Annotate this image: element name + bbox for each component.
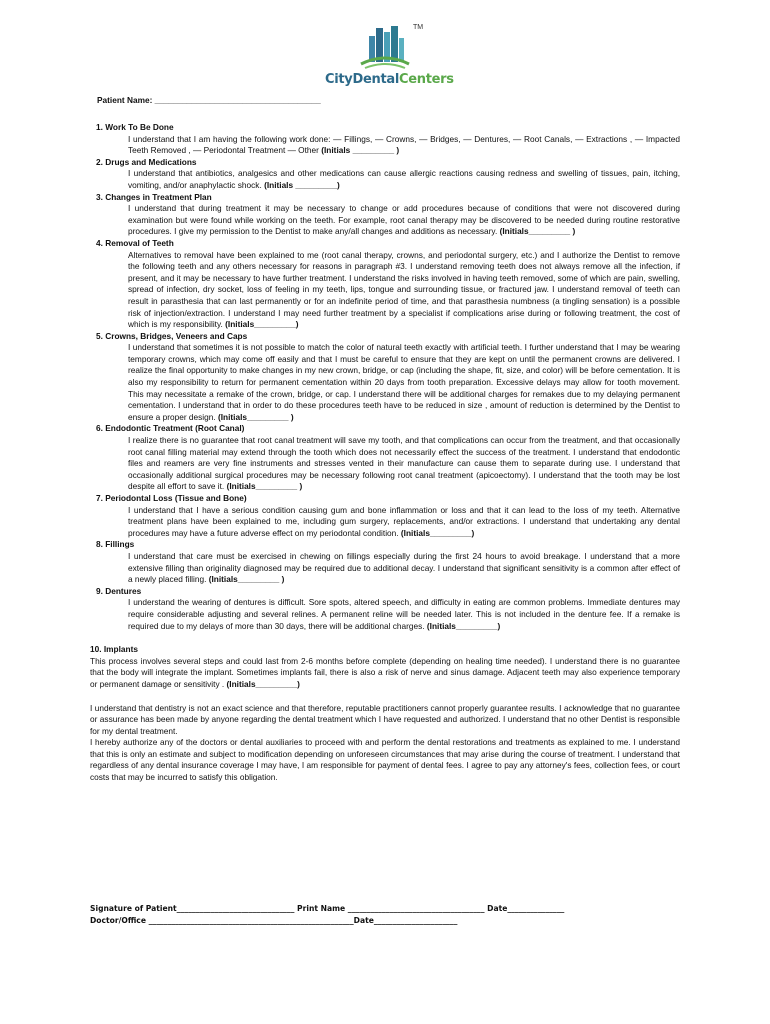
initials-field: (Initials_________)	[426, 620, 501, 631]
initials-field: (Initials_________ )	[208, 574, 285, 585]
section-title: 7. Periodontal Loss (Tissue and Bone)	[96, 493, 247, 503]
section-title: 6. Endodontic Treatment (Root Canal)	[96, 423, 245, 434]
city-skyline-tooth-icon	[355, 22, 415, 72]
section-body: I understand that during treatment it may be necessary to change or add procedures because of conditions that were not discovered during examination but were found while working on the teeth. For example, root canal therapy may be discovered to be needed during routine restorative procedures. I give my permission to the Dentist to make any/all changes and additions as necessary. (Initials_________ )	[128, 203, 680, 237]
initials-field: (Initials_________)	[400, 527, 475, 538]
section-title: 4. Removal of Teeth	[96, 237, 174, 248]
doctor-line: Doctor/Office ______________________________________________________Date______________________	[90, 916, 458, 925]
patient-name-field: Patient Name: ____________________________________	[97, 95, 321, 105]
signature-block	[90, 903, 690, 927]
section-body: I understand that I have a serious condition causing gum and bone inflammation or loss and that it can lead to the loss of my teeth. Alternative treatment plans have been explained to me, including gum surgery, replacements, and/or extractions. I understand that undertaking any dental procedures may have a future adverse effect on my periodontal condition. (Initials_________)	[128, 504, 680, 538]
logo-wordmark: CityDentalCenters	[325, 72, 454, 87]
trademark: TM	[413, 24, 424, 31]
section-body: I understand that sometimes it is not possible to match the color of natural teeth exactly with artificial teeth. I further understand that I may be wearing temporary crowns, which may come off easily and that I must be careful to ensure that they are kept on until the permanent crowns are delivered. I realize the final opportunity to make changes in my new crown, bridge, or cap (including the shape, fit, size, and color) will be before cementation. It is also my responsibility to return for permanent cementation within 20 days from tooth preparation. Excessive delays may allow for tooth movement. This may necessitate a remake of the crown, bridge, or cap. I understand there will be additional charges for remakes due to my delaying permanent cementation. I understand that in order to do these procedures teeth have to be reduced in size , amount of reduction is determined by the Dentist to ensure a proper design. (Initials_________ )	[128, 342, 680, 422]
initials-field: (Initials _________)	[264, 179, 340, 190]
section-title: 3. Changes in Treatment Plan	[96, 191, 212, 202]
initials-field: (Initials_________)	[225, 319, 299, 330]
initials-field: (Initials _________ )	[321, 145, 400, 156]
section-body: I understand that antibiotics, analgesics and other medications can cause allergic reactions causing redness and swelling of tissues, pain, itching, vomiting, and/or anaphylactic shock. (Initials _________)	[128, 168, 680, 190]
section-title: 9. Dentures	[96, 585, 142, 596]
closing-paragraph-2: I hereby authorize any of the doctors or dental auxiliaries to proceed with and perform the dental restorations and treatments as explained to me. I understand that this is only an estimate and subject to modification depending on unforeseen circumstances that may arise during the course of treatment. I understand that regardless of any dental insurance coverage I may have, I am responsible for payment of dental fees. I agree to pay any attorney's fees, collection fees, or court costs that may be incurred to satisfy this obligation.	[90, 737, 680, 783]
section-body: I realize there is no guarantee that root canal treatment will save my tooth, and that complications can occur from the treatment, and that occasionally root canal filling material may extend through the tooth which does not necessarily effect the success of the treatment. I understand that endodontic files and reamers are very fine instruments and stresses vented in their manufacture can cause them to separate during use. I understand that occasionally additional surgical procedures may be necessary following root canal treatment (apicoectomy). I understand that the tooth may be lost despite all effort to save it. (Initials_________ )	[128, 435, 680, 492]
initials-field: (Initials_________ )	[226, 481, 303, 492]
section-title: 8. Fillings	[96, 539, 135, 550]
section-title: 1. Work To Be Done	[96, 122, 174, 132]
signature-line: Signature of Patient_______________________________ Print Name ____________________________________ Date_______________	[90, 904, 565, 913]
implants-title: 10. Implants	[90, 644, 138, 655]
city-dental-logo	[325, 22, 454, 100]
initials-field: (Initials_________)	[226, 678, 300, 689]
section-body: I understand that I am having the following work done: — Fillings, — Crowns, — Bridges, — Dentures, — Root Canals, — Extractions , — Impacted Teeth Removed , — Periodontal Treatment — Other (Initials _________ )	[128, 133, 680, 156]
section-title: 5. Crowns, Bridges, Veneers and Caps	[96, 330, 248, 341]
section-body: I understand the wearing of dentures is difficult. Sore spots, altered speech, and difficulty in eating are common problems. Immediate dentures may require considerable adjusting and several relines. A permanent reline will be needed later. This is not included in the denture fee. If a remake is required due to my delays of more than 30 days, there will be additional charges. (Initials_________)	[128, 597, 680, 631]
closing-paragraph-1: I understand that dentistry is not an exact science and that therefore, reputable practitioners cannot properly guarantee results. I acknowledge that no guarantee or assurance has been made by anyone regarding the dental treatment which I have requested and authorized. I understand that no other Dentist is responsible for my dental treatment.	[90, 702, 680, 736]
section-title: 2. Drugs and Medications	[96, 156, 197, 167]
implants-body: This process involves several steps and could last from 2-6 months before complete (depending on healing time needed). I understand there is no guarantee that the body will integrate the implant. Sometimes implants fail, there is also a risk of nerve and sinus damage. Adjacent teeth may also experience temporary or permanent damage or sensitivity . (Initials_________)	[90, 655, 680, 689]
consent-content	[90, 122, 680, 784]
initials-field: (Initials_________ )	[499, 226, 576, 237]
section-body: I understand that care must be exercised in chewing on fillings especially during the first 24 hours to avoid breakage. I understand that a more extensive filling than originality diagnosed may be required due to additional decay. I understand that significant sensitivity is a common after effect of a newly placed filling. (Initials_________ )	[128, 550, 680, 585]
sections-list	[90, 122, 680, 632]
initials-field: (Initials_________ )	[217, 411, 294, 422]
section-body: Alternatives to removal have been explained to me (root canal therapy, crowns, and periodontal surgery, etc.) and I authorize the Dentist to remove the following teeth and any others necessary for reasons in paragraph #3. I understand removing teeth does not always remove all the infection, if present, and it may be necessary to have further treatment. I understand the risks involved in having teeth removed, some of which are pain, swelling, spread of infection, dry socket, loss of feeling in my teeth, lips, tongue and surrounding tissue, or fractured jaw. I understand removal of teeth can result in parasthesia that can last permanently or for an indefinite period of time, and that parasthesia numbness (a tingling sensation) is a possible risk of injection/extraction. I understand I may need further treatment by a specialist if complications arise during or following treatment, the cost of which is my responsibility. (Initials_________)	[128, 249, 680, 330]
